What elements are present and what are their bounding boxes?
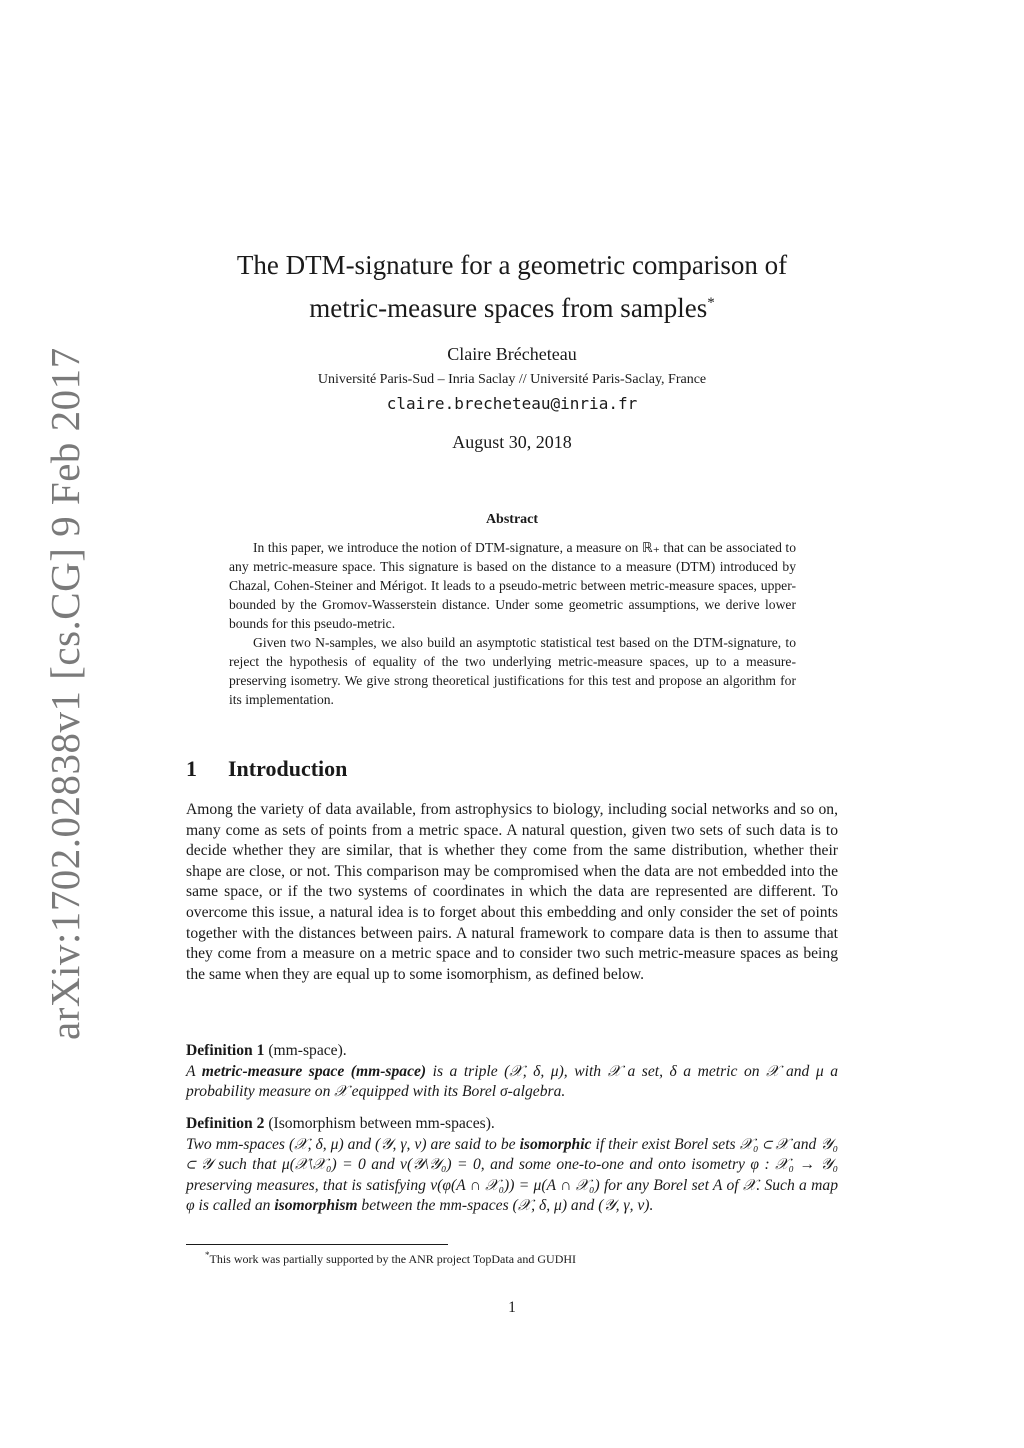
- abstract-body: [229, 538, 796, 709]
- definition-1-text-a: A: [186, 1062, 202, 1080]
- definition-2-term-isomorphic: isomorphic: [519, 1135, 592, 1153]
- section-number: 1: [186, 756, 197, 781]
- footnote-mark: *: [205, 1250, 210, 1260]
- title-footnote-mark[interactable]: *: [707, 295, 715, 311]
- paper-title: [186, 246, 838, 327]
- footnote-divider: [186, 1244, 448, 1245]
- definition-2-text-b: if their exist Borel sets 𝒳₀ ⊂ 𝒳 and 𝒴₀ ⊂ 𝒴 such that μ(𝒳\𝒳₀) = 0 and ν(𝒴\𝒴₀) = 0, and some one-to-one and onto isometry φ : 𝒳₀ → 𝒴₀ preserving measures, that is satisfying ν(φ(A ∩ 𝒳₀)) = μ(A ∩ 𝒳₀) for any Borel set A of 𝒳. Such a map φ is called an: [186, 1135, 838, 1215]
- abstract-paragraph-2: Given two N-samples, we also build an asymptotic statistical test based on the DTM-signature, to reject the hypothesis of equality of the two underlying metric-measure spaces, up to a measure-preserving isometry. We give strong theoretical justifications for this test and propose an algorithm for its implementation.: [229, 635, 796, 707]
- title-line-2-text: metric-measure spaces from samples: [309, 293, 708, 323]
- title-line-2: [186, 284, 838, 327]
- page-number: 1: [508, 1299, 516, 1316]
- definition-2-label: Definition 2: [186, 1115, 265, 1132]
- definition-2-name: (Isomorphism between mm-spaces).: [268, 1115, 495, 1132]
- definition-2-header: [186, 1115, 495, 1132]
- title-line-1: The DTM-signature for a geometric comparison of: [236, 250, 788, 280]
- definition-1-name: (mm-space).: [268, 1042, 347, 1059]
- definition-2-text: [186, 1136, 838, 1215]
- introduction-text: Among the variety of data available, from astrophysics to biology, including social networks and so on, many come as sets of points from a metric space. A natural question, given two sets of such data is to decide whether they are similar, that is whether they come from the same distribution, whether their shape are close, or not. This comparison may be compromised when the data are not embedded into the same space, or if the two systems of coordinates in which the data are represented are different. To overcome this issue, a natural idea is to forget about this embedding and only consider the set of points together with the distances between pairs. A natural framework to compare data is then to assume that they come from a measure on a metric space and to consider two such metric-measure spaces as being the same when they are equal up to some isomorphism, as defined below.: [186, 801, 838, 983]
- definition-1: [186, 1041, 838, 1103]
- definition-1-term: metric-measure space (mm-space): [201, 1062, 427, 1080]
- author-email[interactable]: claire.brecheteau@inria.fr: [386, 394, 638, 413]
- definition-1-text-b: is a triple (𝒳, δ, μ), with 𝒳 a set, δ a metric on 𝒳 and μ a probability measure on 𝒳 equipped with its Borel σ-algebra.: [186, 1062, 838, 1101]
- footnote: [205, 1250, 576, 1267]
- definition-2-text-c: between the mm-spaces (𝒳, δ, μ) and (𝒴, γ, ν).: [357, 1197, 654, 1215]
- footnote-text: This work was partially supported by the ANR project TopData and GUDHI: [209, 1252, 577, 1266]
- introduction-paragraph: [186, 800, 838, 985]
- section-heading-introduction: [186, 756, 347, 782]
- author-affiliation: Université Paris-Sud – Inria Saclay // Université Paris-Saclay, France: [317, 372, 707, 387]
- author-name: Claire Brécheteau: [447, 344, 577, 364]
- definition-2: [186, 1114, 838, 1217]
- definition-1-label: Definition 1: [186, 1042, 265, 1059]
- abstract-heading: Abstract: [485, 512, 539, 527]
- abstract-paragraph-1: In this paper, we introduce the notion of DTM-signature, a measure on ℝ₊ that can be associated to any metric-measure space. This signature is based on the distance to a measure (DTM) introduced by Chazal, Cohen-Steiner and Mérigot. It leads to a pseudo-metric between metric-measure spaces, upper-bounded by the Gromov-Wasserstein distance. Under some geometric assumptions, we derive lower bounds for this pseudo-metric.: [229, 540, 796, 631]
- definition-1-header: [186, 1042, 347, 1059]
- definition-1-text: [186, 1063, 838, 1101]
- arxiv-identifier[interactable]: arXiv:1702.02838v1 [cs.CG] 9 Feb 2017: [42, 347, 88, 1040]
- paper-date: August 30, 2018: [452, 432, 572, 452]
- definition-2-text-a: Two mm-spaces (𝒳, δ, μ) and (𝒴, γ, ν) are said to be: [186, 1135, 520, 1153]
- section-title: Introduction: [228, 756, 348, 781]
- definition-2-term-isomorphism: isomorphism: [274, 1197, 358, 1215]
